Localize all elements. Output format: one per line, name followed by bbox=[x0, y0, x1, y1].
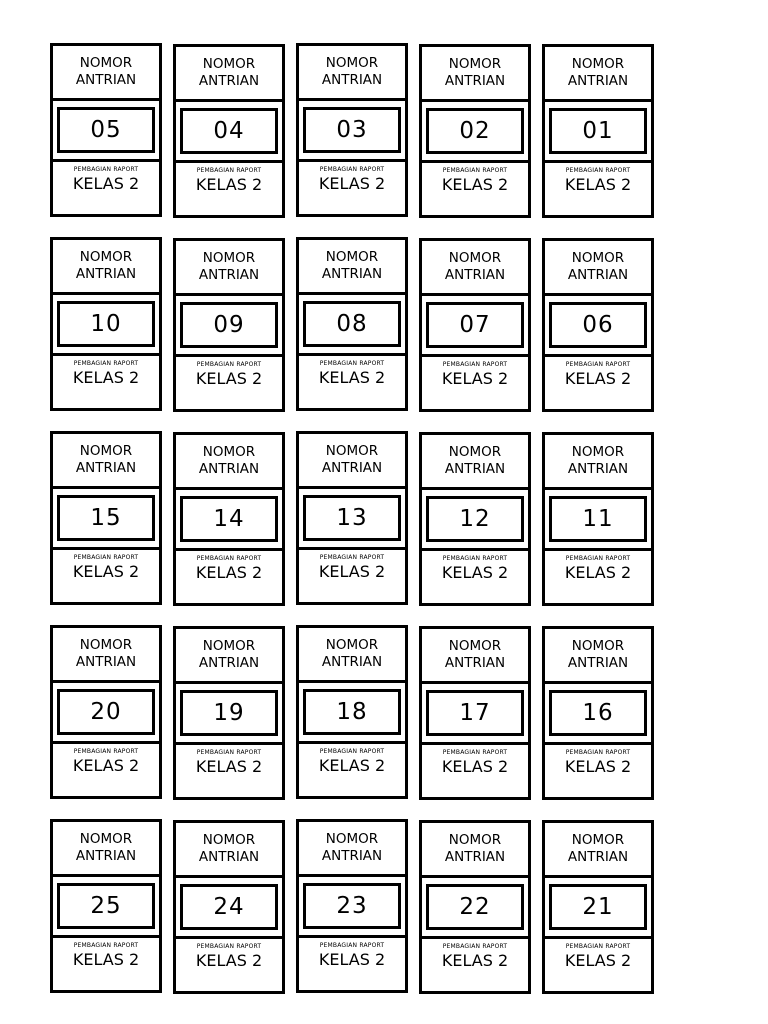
queue-ticket bbox=[173, 626, 285, 800]
ticket-header bbox=[299, 240, 405, 295]
ticket-number: 22 bbox=[426, 884, 524, 930]
queue-ticket bbox=[296, 237, 408, 411]
event-label: PEMBAGIAN RAPORT bbox=[565, 167, 631, 174]
ticket-header-line1: NOMOR bbox=[448, 56, 502, 72]
ticket-footer bbox=[422, 939, 528, 991]
event-label: PEMBAGIAN RAPORT bbox=[196, 361, 262, 368]
ticket-header-line2: ANTRIAN bbox=[321, 460, 383, 476]
ticket-header bbox=[176, 241, 282, 296]
ticket-header bbox=[53, 240, 159, 295]
class-label: KELAS 2 bbox=[318, 950, 386, 969]
ticket-header-line1: NOMOR bbox=[202, 56, 256, 72]
ticket-header bbox=[176, 823, 282, 878]
ticket-number-section bbox=[422, 878, 528, 939]
ticket-number: 25 bbox=[57, 883, 155, 929]
queue-ticket bbox=[50, 237, 162, 411]
ticket-header-line2: ANTRIAN bbox=[198, 267, 260, 283]
ticket-header bbox=[422, 435, 528, 490]
queue-ticket bbox=[419, 238, 531, 412]
class-label: KELAS 2 bbox=[564, 563, 632, 582]
event-label: PEMBAGIAN RAPORT bbox=[319, 360, 385, 367]
ticket-footer bbox=[53, 744, 159, 796]
ticket-footer bbox=[545, 163, 651, 215]
ticket-header-line1: NOMOR bbox=[202, 444, 256, 460]
ticket-number-section bbox=[422, 296, 528, 357]
ticket-footer bbox=[422, 357, 528, 409]
event-label: PEMBAGIAN RAPORT bbox=[442, 167, 508, 174]
ticket-number: 21 bbox=[549, 884, 647, 930]
ticket-number-section bbox=[422, 490, 528, 551]
queue-ticket bbox=[50, 625, 162, 799]
ticket-header-line1: NOMOR bbox=[571, 250, 625, 266]
ticket-sheet bbox=[50, 43, 656, 994]
ticket-number-section bbox=[53, 295, 159, 356]
ticket-header-line1: NOMOR bbox=[79, 55, 133, 71]
queue-ticket bbox=[542, 44, 654, 218]
ticket-footer bbox=[53, 356, 159, 408]
event-label: PEMBAGIAN RAPORT bbox=[565, 749, 631, 756]
class-label: KELAS 2 bbox=[318, 562, 386, 581]
queue-ticket bbox=[50, 431, 162, 605]
ticket-number: 09 bbox=[180, 302, 278, 348]
ticket-header-line1: NOMOR bbox=[79, 637, 133, 653]
ticket-header-line2: ANTRIAN bbox=[321, 72, 383, 88]
ticket-number: 24 bbox=[180, 884, 278, 930]
ticket-header bbox=[176, 629, 282, 684]
ticket-number: 23 bbox=[303, 883, 401, 929]
event-label: PEMBAGIAN RAPORT bbox=[73, 942, 139, 949]
queue-ticket bbox=[173, 44, 285, 218]
ticket-header-line1: NOMOR bbox=[571, 832, 625, 848]
ticket-header-line1: NOMOR bbox=[325, 249, 379, 265]
event-label: PEMBAGIAN RAPORT bbox=[319, 166, 385, 173]
ticket-number-section bbox=[299, 489, 405, 550]
event-label: PEMBAGIAN RAPORT bbox=[442, 943, 508, 950]
ticket-header-line1: NOMOR bbox=[571, 638, 625, 654]
ticket-header-line1: NOMOR bbox=[79, 249, 133, 265]
ticket-number: 05 bbox=[57, 107, 155, 153]
ticket-header-line1: NOMOR bbox=[448, 832, 502, 848]
class-label: KELAS 2 bbox=[564, 369, 632, 388]
ticket-footer bbox=[545, 357, 651, 409]
ticket-header-line2: ANTRIAN bbox=[444, 655, 506, 671]
queue-ticket bbox=[173, 820, 285, 994]
ticket-footer bbox=[176, 745, 282, 797]
ticket-number-section bbox=[299, 101, 405, 162]
ticket-header bbox=[422, 629, 528, 684]
queue-ticket bbox=[542, 238, 654, 412]
ticket-header-line1: NOMOR bbox=[571, 56, 625, 72]
ticket-footer bbox=[545, 551, 651, 603]
ticket-header-line2: ANTRIAN bbox=[321, 848, 383, 864]
class-label: KELAS 2 bbox=[195, 951, 263, 970]
class-label: KELAS 2 bbox=[318, 368, 386, 387]
ticket-header-line1: NOMOR bbox=[202, 832, 256, 848]
ticket-number: 16 bbox=[549, 690, 647, 736]
class-label: KELAS 2 bbox=[441, 757, 509, 776]
ticket-header bbox=[545, 435, 651, 490]
class-label: KELAS 2 bbox=[195, 563, 263, 582]
ticket-header-line2: ANTRIAN bbox=[198, 461, 260, 477]
ticket-number: 04 bbox=[180, 108, 278, 154]
ticket-number-section bbox=[53, 489, 159, 550]
ticket-number: 08 bbox=[303, 301, 401, 347]
ticket-number-section bbox=[176, 102, 282, 163]
event-label: PEMBAGIAN RAPORT bbox=[73, 748, 139, 755]
class-label: KELAS 2 bbox=[441, 369, 509, 388]
queue-ticket bbox=[296, 43, 408, 217]
ticket-header-line2: ANTRIAN bbox=[567, 655, 629, 671]
class-label: KELAS 2 bbox=[441, 563, 509, 582]
class-label: KELAS 2 bbox=[441, 175, 509, 194]
event-label: PEMBAGIAN RAPORT bbox=[73, 360, 139, 367]
ticket-header-line2: ANTRIAN bbox=[567, 73, 629, 89]
ticket-number-section bbox=[299, 683, 405, 744]
event-label: PEMBAGIAN RAPORT bbox=[565, 361, 631, 368]
ticket-footer bbox=[299, 744, 405, 796]
ticket-number: 14 bbox=[180, 496, 278, 542]
ticket-number-section bbox=[53, 877, 159, 938]
ticket-number: 02 bbox=[426, 108, 524, 154]
event-label: PEMBAGIAN RAPORT bbox=[319, 942, 385, 949]
ticket-number-section bbox=[422, 102, 528, 163]
ticket-header bbox=[545, 47, 651, 102]
ticket-footer bbox=[299, 162, 405, 214]
class-label: KELAS 2 bbox=[72, 562, 140, 581]
ticket-header bbox=[176, 47, 282, 102]
class-label: KELAS 2 bbox=[564, 951, 632, 970]
queue-ticket bbox=[296, 819, 408, 993]
class-label: KELAS 2 bbox=[72, 368, 140, 387]
event-label: PEMBAGIAN RAPORT bbox=[319, 554, 385, 561]
ticket-header bbox=[299, 628, 405, 683]
ticket-footer bbox=[422, 163, 528, 215]
ticket-number: 03 bbox=[303, 107, 401, 153]
class-label: KELAS 2 bbox=[195, 369, 263, 388]
ticket-number-section bbox=[176, 296, 282, 357]
ticket-header-line2: ANTRIAN bbox=[321, 654, 383, 670]
event-label: PEMBAGIAN RAPORT bbox=[73, 554, 139, 561]
queue-ticket bbox=[296, 625, 408, 799]
ticket-number-section bbox=[176, 878, 282, 939]
ticket-number-section bbox=[176, 490, 282, 551]
ticket-number: 15 bbox=[57, 495, 155, 541]
ticket-footer bbox=[176, 163, 282, 215]
ticket-footer bbox=[176, 939, 282, 991]
ticket-number-section bbox=[545, 296, 651, 357]
ticket-header-line2: ANTRIAN bbox=[444, 73, 506, 89]
queue-ticket bbox=[173, 432, 285, 606]
ticket-footer bbox=[545, 939, 651, 991]
ticket-header bbox=[53, 434, 159, 489]
ticket-header-line2: ANTRIAN bbox=[75, 266, 137, 282]
class-label: KELAS 2 bbox=[72, 950, 140, 969]
queue-ticket bbox=[542, 820, 654, 994]
ticket-header bbox=[53, 822, 159, 877]
event-label: PEMBAGIAN RAPORT bbox=[73, 166, 139, 173]
ticket-header-line2: ANTRIAN bbox=[444, 461, 506, 477]
ticket-header-line2: ANTRIAN bbox=[75, 848, 137, 864]
class-label: KELAS 2 bbox=[564, 175, 632, 194]
event-label: PEMBAGIAN RAPORT bbox=[442, 749, 508, 756]
queue-ticket bbox=[419, 820, 531, 994]
ticket-number: 13 bbox=[303, 495, 401, 541]
class-label: KELAS 2 bbox=[195, 757, 263, 776]
ticket-header bbox=[422, 47, 528, 102]
ticket-header bbox=[176, 435, 282, 490]
ticket-header-line1: NOMOR bbox=[325, 637, 379, 653]
ticket-number-section bbox=[299, 877, 405, 938]
ticket-header bbox=[422, 241, 528, 296]
event-label: PEMBAGIAN RAPORT bbox=[442, 361, 508, 368]
ticket-header-line1: NOMOR bbox=[325, 831, 379, 847]
event-label: PEMBAGIAN RAPORT bbox=[196, 167, 262, 174]
event-label: PEMBAGIAN RAPORT bbox=[565, 555, 631, 562]
queue-ticket bbox=[419, 44, 531, 218]
ticket-header-line2: ANTRIAN bbox=[75, 654, 137, 670]
ticket-number-section bbox=[53, 683, 159, 744]
ticket-footer bbox=[53, 938, 159, 990]
ticket-header-line1: NOMOR bbox=[79, 443, 133, 459]
queue-ticket bbox=[50, 43, 162, 217]
ticket-number-section bbox=[545, 102, 651, 163]
ticket-header bbox=[299, 434, 405, 489]
class-label: KELAS 2 bbox=[441, 951, 509, 970]
ticket-header bbox=[299, 822, 405, 877]
ticket-number: 17 bbox=[426, 690, 524, 736]
ticket-number: 07 bbox=[426, 302, 524, 348]
class-label: KELAS 2 bbox=[195, 175, 263, 194]
ticket-footer bbox=[422, 551, 528, 603]
ticket-header-line1: NOMOR bbox=[448, 444, 502, 460]
ticket-header-line2: ANTRIAN bbox=[198, 849, 260, 865]
event-label: PEMBAGIAN RAPORT bbox=[319, 748, 385, 755]
ticket-header-line2: ANTRIAN bbox=[567, 267, 629, 283]
ticket-number-section bbox=[545, 684, 651, 745]
ticket-footer bbox=[422, 745, 528, 797]
queue-ticket bbox=[173, 238, 285, 412]
ticket-header-line1: NOMOR bbox=[79, 831, 133, 847]
ticket-header bbox=[545, 629, 651, 684]
ticket-number-section bbox=[545, 878, 651, 939]
queue-ticket bbox=[542, 626, 654, 800]
ticket-footer bbox=[299, 550, 405, 602]
ticket-header bbox=[53, 628, 159, 683]
event-label: PEMBAGIAN RAPORT bbox=[196, 749, 262, 756]
event-label: PEMBAGIAN RAPORT bbox=[442, 555, 508, 562]
ticket-number-section bbox=[299, 295, 405, 356]
ticket-header-line2: ANTRIAN bbox=[567, 849, 629, 865]
event-label: PEMBAGIAN RAPORT bbox=[196, 943, 262, 950]
ticket-number: 12 bbox=[426, 496, 524, 542]
queue-ticket bbox=[542, 432, 654, 606]
ticket-header bbox=[299, 46, 405, 101]
ticket-header-line2: ANTRIAN bbox=[75, 460, 137, 476]
event-label: PEMBAGIAN RAPORT bbox=[565, 943, 631, 950]
ticket-number: 11 bbox=[549, 496, 647, 542]
ticket-header-line1: NOMOR bbox=[448, 250, 502, 266]
ticket-header-line2: ANTRIAN bbox=[198, 655, 260, 671]
ticket-header bbox=[545, 823, 651, 878]
ticket-number: 19 bbox=[180, 690, 278, 736]
ticket-number-section bbox=[176, 684, 282, 745]
ticket-header-line2: ANTRIAN bbox=[321, 266, 383, 282]
ticket-footer bbox=[299, 938, 405, 990]
ticket-header-line1: NOMOR bbox=[448, 638, 502, 654]
ticket-header bbox=[545, 241, 651, 296]
queue-ticket bbox=[296, 431, 408, 605]
ticket-header-line1: NOMOR bbox=[325, 443, 379, 459]
queue-ticket bbox=[419, 432, 531, 606]
ticket-number-section bbox=[545, 490, 651, 551]
ticket-number: 20 bbox=[57, 689, 155, 735]
class-label: KELAS 2 bbox=[318, 756, 386, 775]
ticket-header-line2: ANTRIAN bbox=[567, 461, 629, 477]
ticket-number: 18 bbox=[303, 689, 401, 735]
ticket-header bbox=[53, 46, 159, 101]
ticket-footer bbox=[176, 551, 282, 603]
ticket-header-line1: NOMOR bbox=[325, 55, 379, 71]
ticket-header-line2: ANTRIAN bbox=[444, 267, 506, 283]
class-label: KELAS 2 bbox=[72, 756, 140, 775]
ticket-footer bbox=[53, 162, 159, 214]
queue-ticket bbox=[419, 626, 531, 800]
queue-ticket bbox=[50, 819, 162, 993]
class-label: KELAS 2 bbox=[564, 757, 632, 776]
ticket-footer bbox=[53, 550, 159, 602]
class-label: KELAS 2 bbox=[72, 174, 140, 193]
ticket-header-line2: ANTRIAN bbox=[198, 73, 260, 89]
class-label: KELAS 2 bbox=[318, 174, 386, 193]
ticket-number: 01 bbox=[549, 108, 647, 154]
ticket-header-line2: ANTRIAN bbox=[444, 849, 506, 865]
ticket-number: 06 bbox=[549, 302, 647, 348]
ticket-header-line1: NOMOR bbox=[571, 444, 625, 460]
ticket-number-section bbox=[422, 684, 528, 745]
ticket-header-line2: ANTRIAN bbox=[75, 72, 137, 88]
ticket-header bbox=[422, 823, 528, 878]
event-label: PEMBAGIAN RAPORT bbox=[196, 555, 262, 562]
ticket-number-section bbox=[53, 101, 159, 162]
ticket-footer bbox=[299, 356, 405, 408]
ticket-footer bbox=[545, 745, 651, 797]
ticket-footer bbox=[176, 357, 282, 409]
ticket-header-line1: NOMOR bbox=[202, 250, 256, 266]
ticket-header-line1: NOMOR bbox=[202, 638, 256, 654]
ticket-number: 10 bbox=[57, 301, 155, 347]
